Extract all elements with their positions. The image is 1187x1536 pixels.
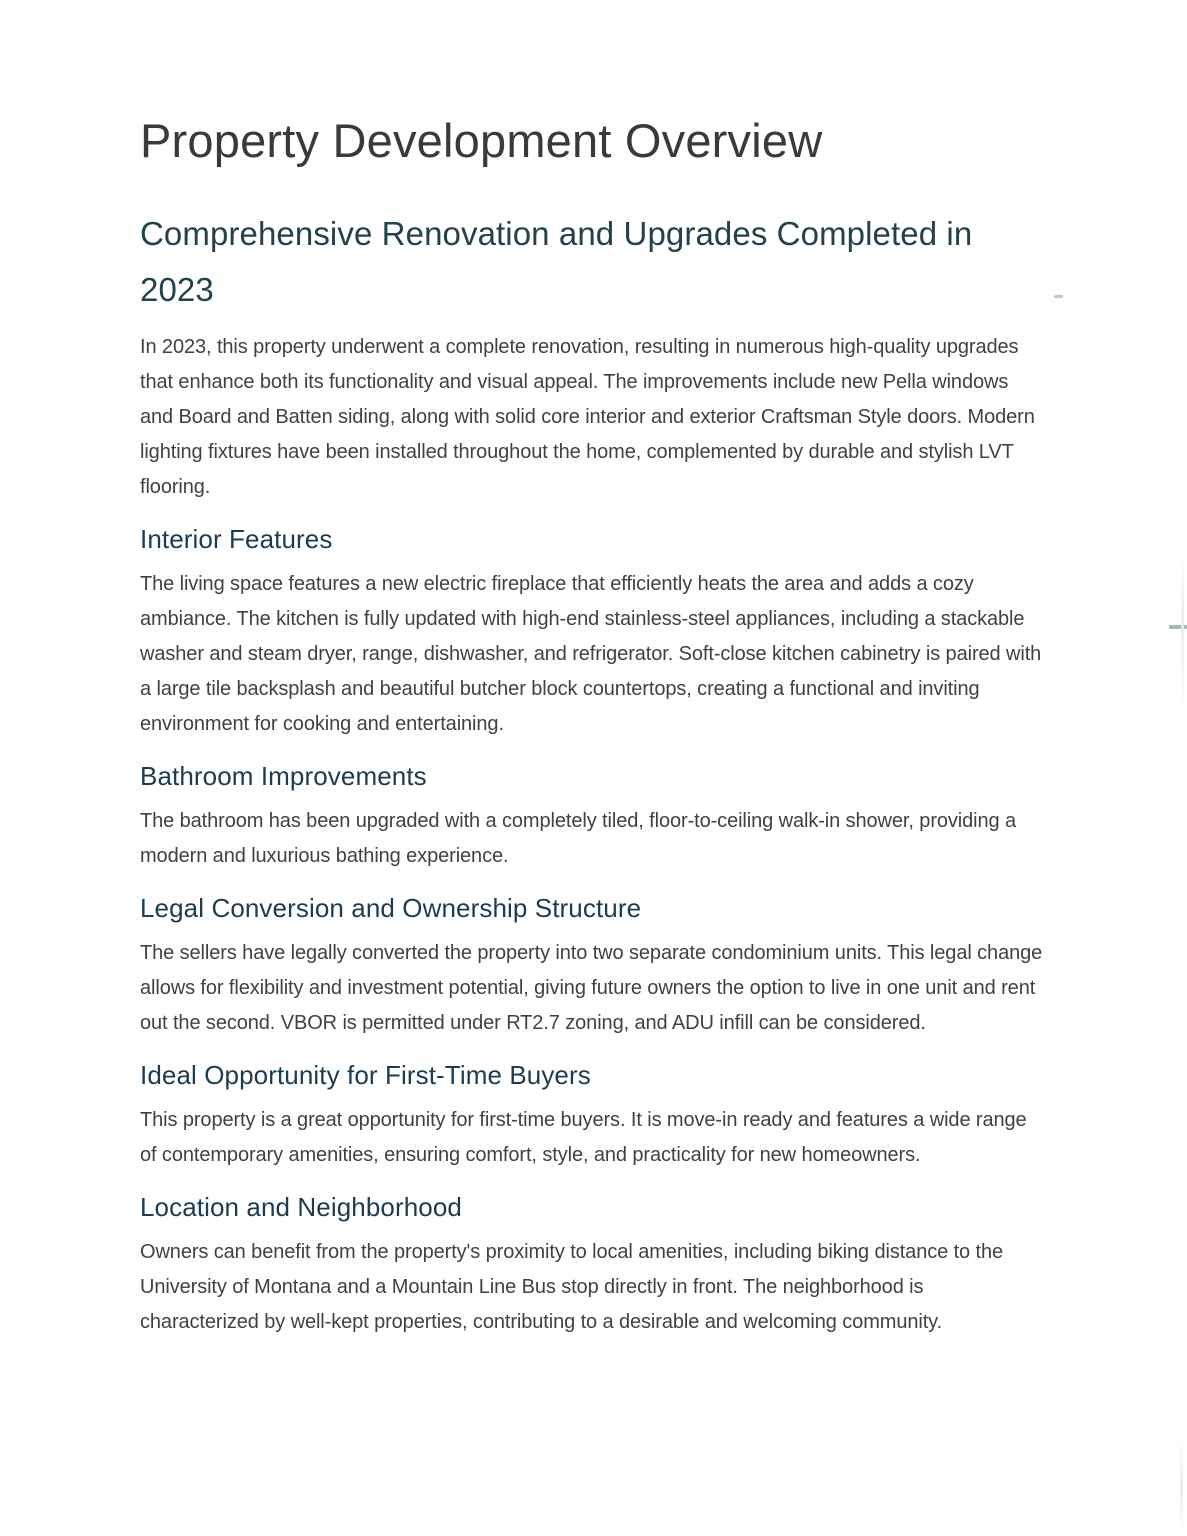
section-heading-legal-conversion: Legal Conversion and Ownership Structure xyxy=(140,893,642,923)
scan-artifact-streak xyxy=(1180,1438,1183,1534)
document-subtitle: Comprehensive Renovation and Upgrades Completed in 2023 xyxy=(140,215,973,308)
section-paragraph-legal-conversion: The sellers have legally converted the property into two separate condominium units. This legal change allows for flexibility and investment potential, giving future owners the option to live in one unit and rent out the second. VBOR is permitted under RT2.7 zoning, and ADU infill can be considered. xyxy=(140,942,1043,1034)
document-content xyxy=(0,112,1187,1340)
section-heading-interior-features: Interior Features xyxy=(140,524,333,554)
document-title: Property Development Overview xyxy=(140,114,823,167)
section-heading-bathroom-improvements: Bathroom Improvements xyxy=(140,761,427,791)
section-paragraph-first-time-buyers: This property is a great opportunity for first-time buyers. It is move-in ready and features a wide range of contemporary amenities, ensuring comfort, style, and practicality for new homeowners. xyxy=(140,1109,1027,1166)
section-paragraph-bathroom-improvements: The bathroom has been upgraded with a completely tiled, floor-to-ceiling walk-in shower, providing a modern and luxurious bathing experience. xyxy=(140,810,1017,867)
intro-paragraph: In 2023, this property underwent a complete renovation, resulting in numerous high-quality upgrades that enhance both its functionality and visual appeal. The improvements include new Pella windows and Board and Batten siding, along with solid core interior and exterior Craftsman Style doors. Modern lighting fixtures have been installed throughout the home, complemented by durable and stylish LVT flooring. xyxy=(140,336,1035,498)
section-heading-first-time-buyers: Ideal Opportunity for First-Time Buyers xyxy=(140,1060,591,1090)
section-paragraph-location-neighborhood: Owners can benefit from the property's proximity to local amenities, including biking distance to the University of Montana and a Mountain Line Bus stop directly in front. The neighborhood is characterized by well-kept properties, contributing to a desirable and welcoming community. xyxy=(140,1241,1004,1333)
section-heading-location-neighborhood: Location and Neighborhood xyxy=(140,1192,462,1222)
section-paragraph-interior-features: The living space features a new electric fireplace that efficiently heats the area and adds a cozy ambiance. The kitchen is fully updated with high-end stainless-steel appliances, including a stackable washer and steam dryer, range, dishwasher, and refrigerator. Soft-close kitchen cabinetry is paired with a large tile backsplash and beautiful butcher block countertops, creating a functional and inviting environment for cooking and entertaining. xyxy=(140,573,1042,735)
